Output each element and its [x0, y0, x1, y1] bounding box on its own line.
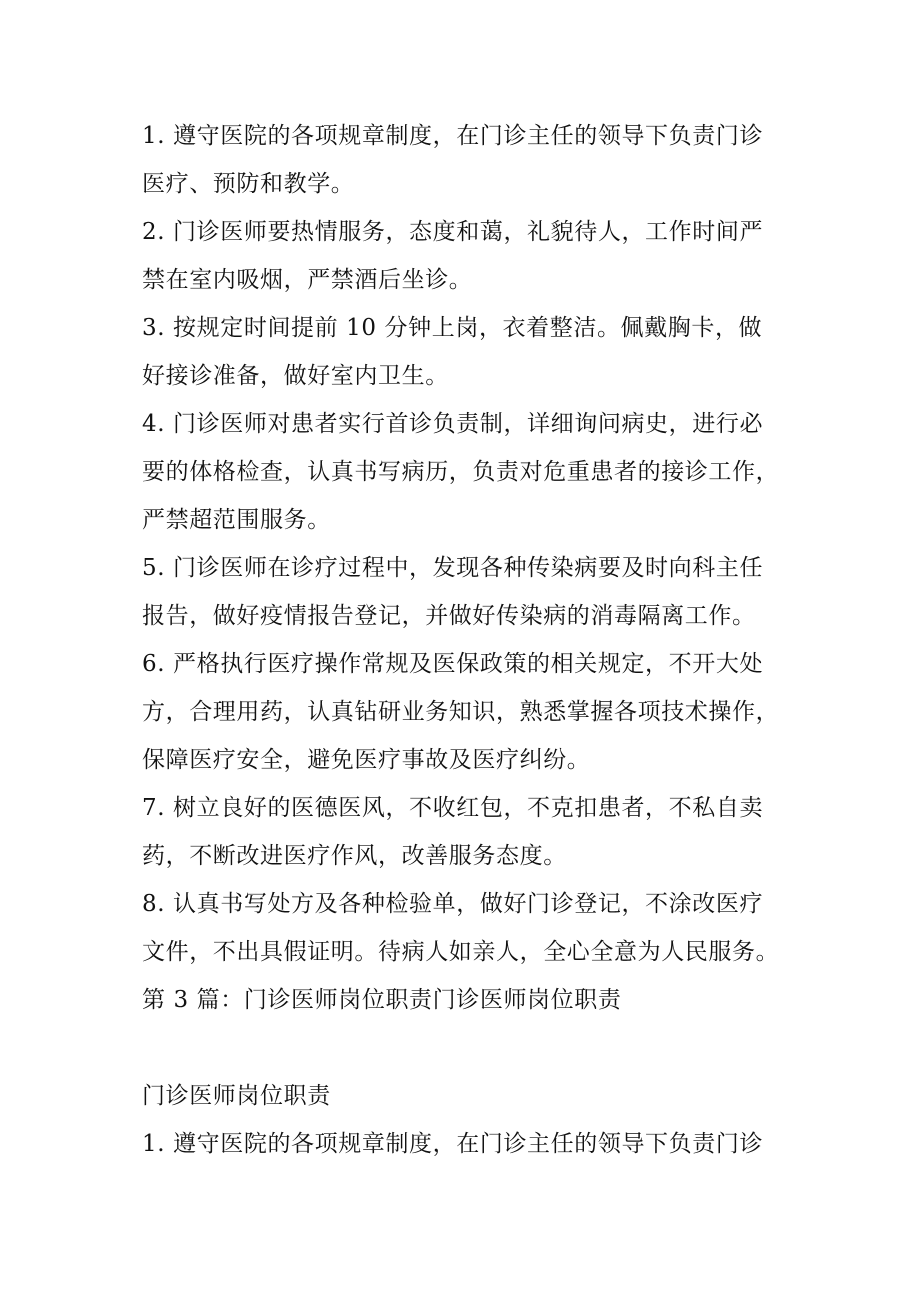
- sub-heading: 门诊医师岗位职责: [142, 1083, 331, 1109]
- text-line: 保障医疗安全，避免医疗事故及医疗纠纷。: [142, 747, 591, 773]
- text-line: 2. 门诊医师要热情服务，态度和蔼，礼貌待人，工作时间严: [142, 219, 764, 245]
- text-line: 7. 树立良好的医德医风，不收红包，不克扣患者，不私自卖: [142, 795, 764, 821]
- text-line: 4. 门诊医师对患者实行首诊负责制，详细询问病史，进行必: [142, 411, 764, 437]
- text-line: 要的体格检查，认真书写病历，负责对危重患者的接诊工作，: [142, 459, 780, 485]
- text-line: 严禁超范围服务。: [142, 507, 331, 533]
- text-line: 好接诊准备，做好室内卫生。: [142, 363, 449, 389]
- text-line: 禁在室内吸烟，严禁酒后坐诊。: [142, 267, 473, 293]
- text-line: 1. 遵守医院的各项规章制度，在门诊主任的领导下负责门诊: [142, 1131, 764, 1157]
- section-heading: 第 3 篇：门诊医师岗位职责门诊医师岗位职责: [142, 987, 622, 1013]
- text-line: 文件，不出具假证明。待病人如亲人，全心全意为人民服务。: [142, 939, 780, 965]
- text-line: 1. 遵守医院的各项规章制度，在门诊主任的领导下负责门诊: [142, 123, 764, 149]
- text-line: 8. 认真书写处方及各种检验单，做好门诊登记，不涂改医疗: [142, 891, 764, 917]
- text-line: 5. 门诊医师在诊疗过程中，发现各种传染病要及时向科主任: [142, 555, 764, 581]
- text-line: 6. 严格执行医疗操作常规及医保政策的相关规定，不开大处: [142, 651, 764, 677]
- text-line: 医疗、预防和教学。: [142, 171, 355, 197]
- text-line: 方，合理用药，认真钻研业务知识，熟悉掌握各项技术操作，: [142, 699, 780, 725]
- text-line: 报告，做好疫情报告登记，并做好传染病的消毒隔离工作。: [142, 603, 756, 629]
- text-line: 3. 按规定时间提前 10 分钟上岗，衣着整洁。佩戴胸卡，做: [142, 315, 763, 341]
- text-line: 药，不断改进医疗作风，改善服务态度。: [142, 843, 567, 869]
